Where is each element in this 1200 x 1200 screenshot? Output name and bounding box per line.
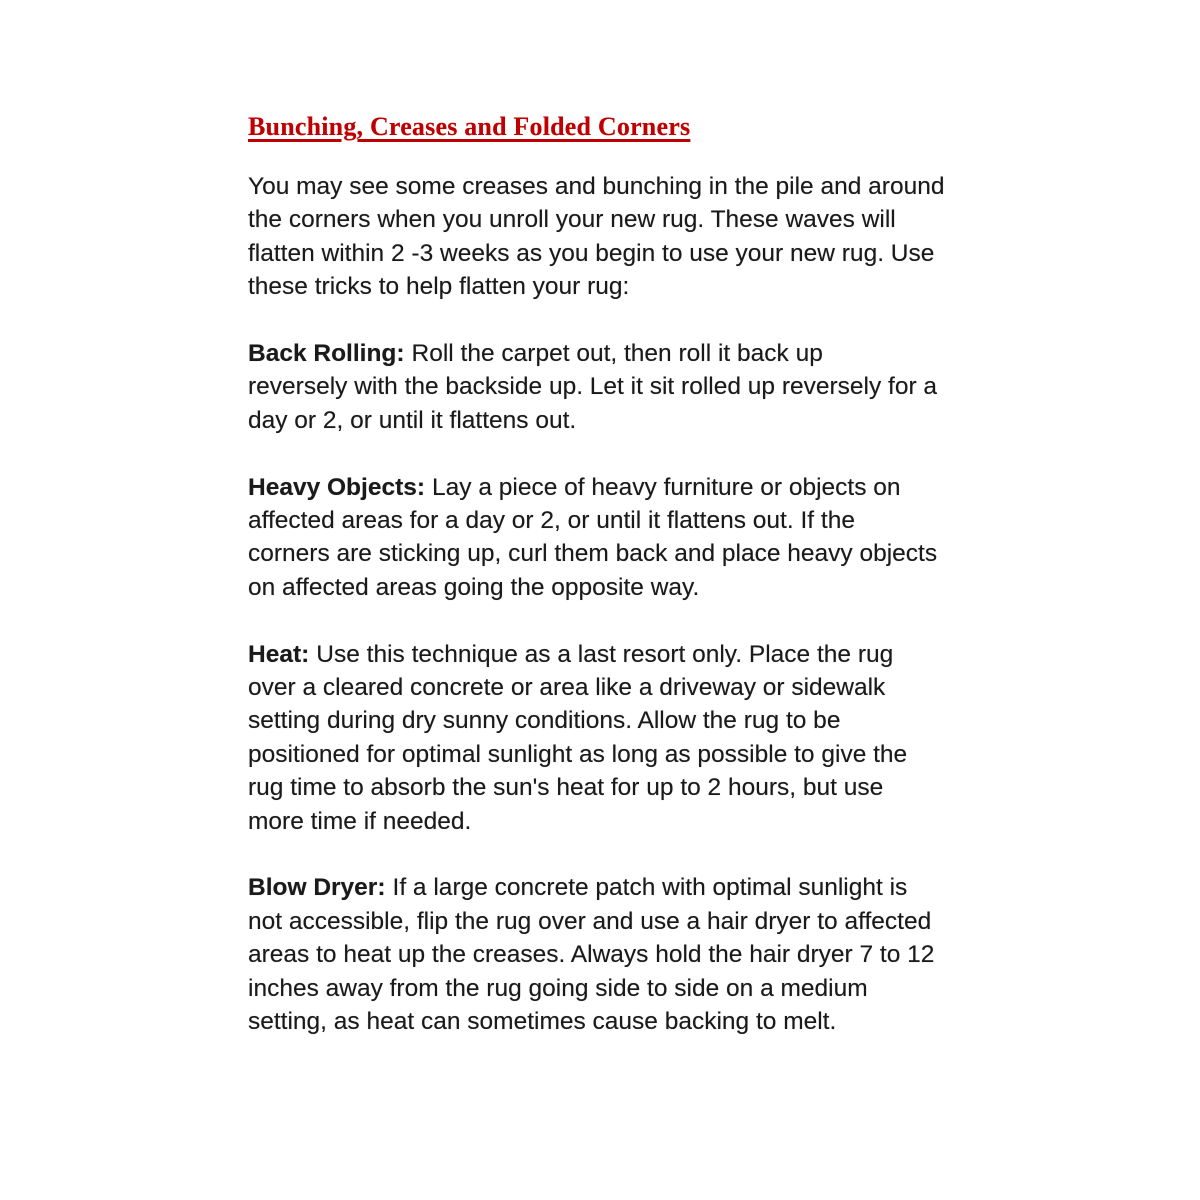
section-back-rolling [248, 337, 1160, 437]
text-line: on affected areas going the opposite way. [248, 573, 700, 601]
text-line: over a cleared concrete or area like a driveway or sidewalk [248, 674, 886, 702]
text-line-rest: If a large concrete patch with optimal sunlight is [392, 874, 908, 902]
section-heat [248, 638, 1160, 838]
text-line: affected areas for a day or 2, or until it flattens out. If the [248, 507, 855, 535]
text-line: rug time to absorb the sun's heat for up to 2 hours, but use [248, 774, 884, 802]
text-line-rest: Roll the carpet out, then roll it back up [411, 340, 823, 368]
text-line [248, 638, 1160, 671]
text-line: reversely with the backside up. Let it sit rolled up reversely for a [248, 373, 938, 401]
page-title: Bunching, Creases and Folded Corners [248, 112, 691, 141]
text-line [248, 471, 1160, 504]
text-line: positioned for optimal sunlight as long as possible to give the [248, 740, 908, 768]
text-line-rest: Lay a piece of heavy furniture or objects on [432, 473, 901, 501]
text-line: these tricks to help flatten your rug: [248, 273, 630, 301]
text-line-rest: Use this technique as a last resort only. Place the rug [316, 640, 894, 668]
section-lead-blow-dryer: Blow Dryer: [248, 874, 386, 902]
text-line: not accessible, flip the rug over and use a hair dryer to affected [248, 907, 932, 935]
text-line: setting, as heat can sometimes cause backing to melt. [248, 1008, 837, 1036]
text-line: setting during dry sunny conditions. Allow the rug to be [248, 707, 841, 735]
text-line [248, 871, 1160, 904]
text-line: corners are sticking up, curl them back and place heavy objects [248, 540, 938, 568]
section-heavy-objects [248, 471, 1160, 605]
text-line: more time if needed. [248, 807, 472, 835]
section-blow-dryer [248, 871, 1160, 1038]
text-line: flatten within 2 -3 weeks as you begin to use your new rug. Use [248, 239, 935, 267]
text-line [248, 337, 1160, 370]
text-line: inches away from the rug going side to side on a medium [248, 974, 868, 1002]
text-line: areas to heat up the creases. Always hold the hair dryer 7 to 12 [248, 941, 935, 969]
section-lead-back-rolling: Back Rolling: [248, 340, 405, 368]
section-lead-heavy-objects: Heavy Objects: [248, 473, 426, 501]
text-line: the corners when you unroll your new rug. These waves will [248, 206, 896, 234]
intro-paragraph [248, 170, 1160, 304]
text-line: day or 2, or until it flattens out. [248, 406, 577, 434]
text-line: You may see some creases and bunching in the pile and around [248, 173, 945, 200]
section-lead-heat: Heat: [248, 640, 310, 668]
